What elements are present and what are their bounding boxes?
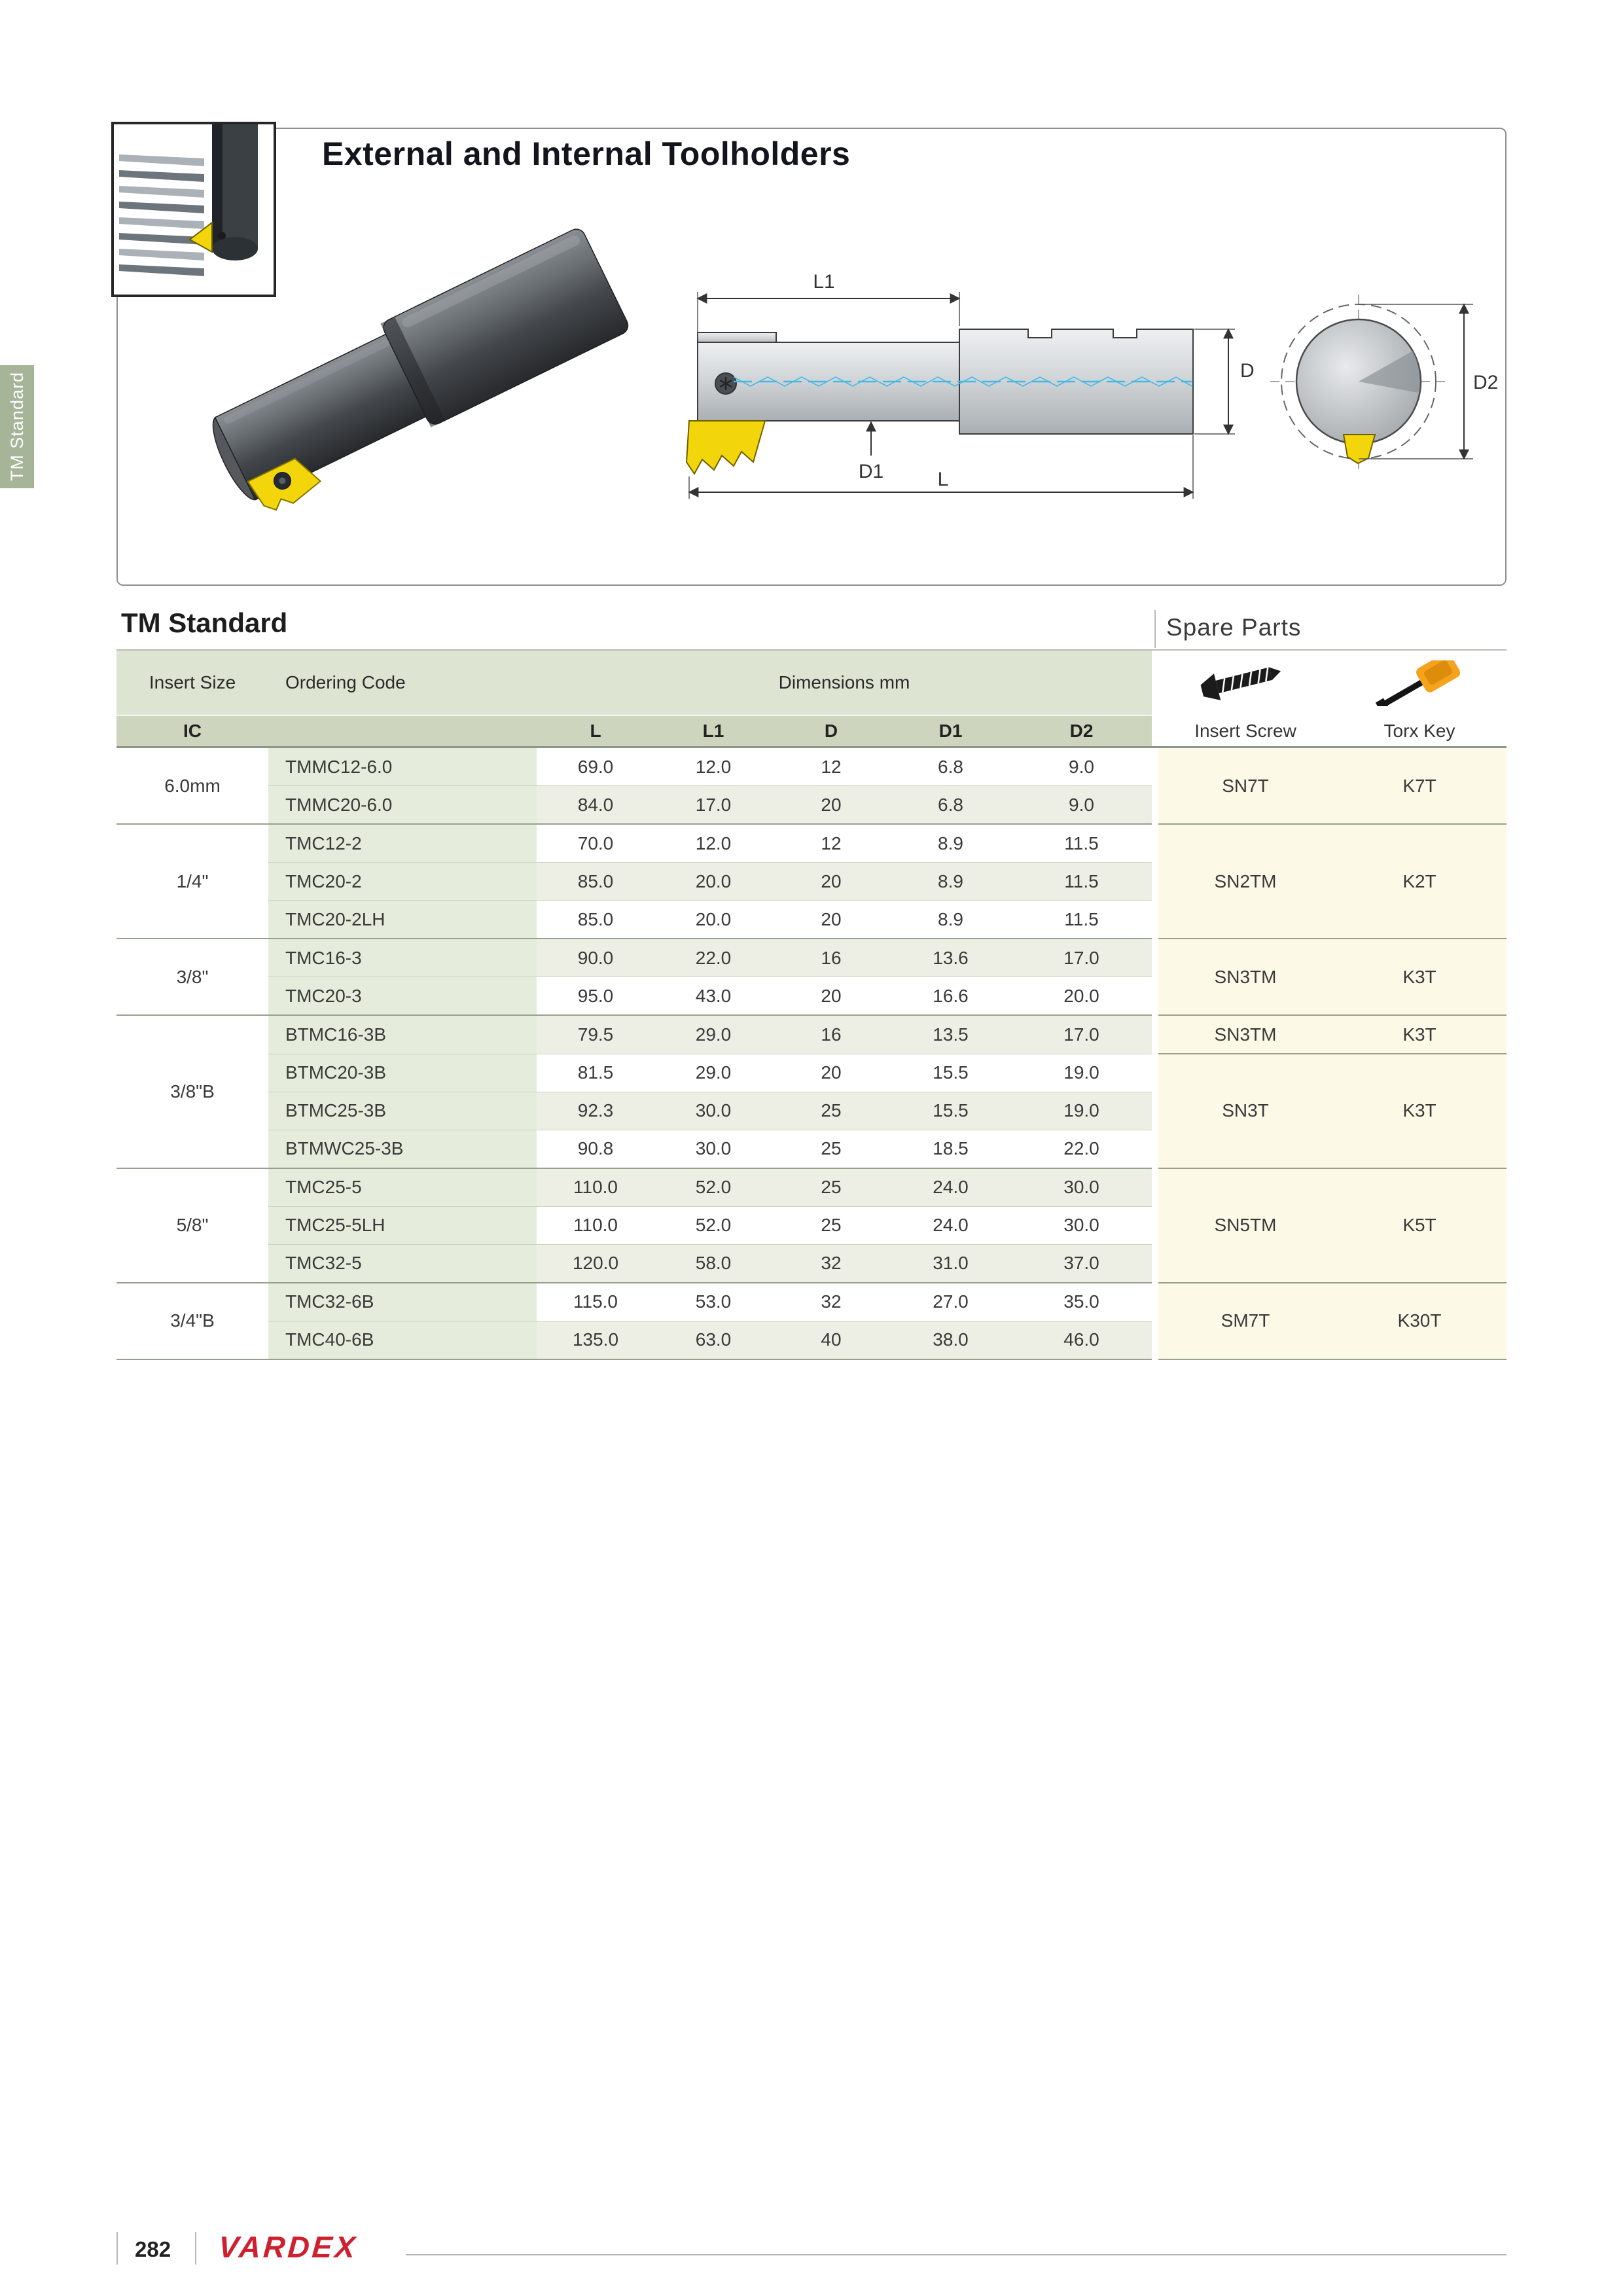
header-ordering-code: Ordering Code [268, 650, 537, 715]
cell-insert-screw: SM7T [1158, 1283, 1332, 1359]
cell-insert-size: 3/8" [116, 939, 268, 1015]
cell-dim: 17.0 [1011, 939, 1152, 977]
cell-dim: 18.5 [890, 1130, 1011, 1168]
cell-dim: 37.0 [1011, 1244, 1152, 1283]
cell-dim: 24.0 [890, 1206, 1011, 1244]
cell-dim: 20 [772, 1054, 890, 1092]
cell-dim: 90.0 [537, 939, 654, 977]
cell-insert-screw: SN7T [1158, 747, 1332, 825]
footer-rule [406, 2254, 1507, 2255]
cell-ordering-code: TMMC12-6.0 [268, 747, 537, 786]
cell-dim: 27.0 [890, 1283, 1011, 1321]
cell-dim: 30.0 [654, 1130, 772, 1168]
cell-dim: 9.0 [1011, 786, 1152, 825]
cell-dim: 20.0 [1011, 977, 1152, 1016]
table-row [116, 1168, 1507, 1207]
cell-torx-key: K30T [1332, 1283, 1507, 1359]
cell-ordering-code: TMC40-6B [268, 1321, 537, 1359]
cell-dim: 53.0 [654, 1283, 772, 1321]
table-row [116, 939, 1507, 977]
header-torx-key: Torx Key [1332, 715, 1507, 747]
cell-dim: 20.0 [654, 863, 772, 901]
toolholder-diagram [118, 130, 1505, 584]
footer-divider [195, 2232, 196, 2265]
cell-dim: 35.0 [1011, 1283, 1152, 1321]
cell-dim: 19.0 [1011, 1054, 1152, 1092]
cell-insert-size: 3/4"B [116, 1283, 268, 1359]
table-row [116, 824, 1507, 863]
cell-insert-screw: SN3T [1158, 1054, 1332, 1168]
cell-dim: 13.5 [890, 1015, 1011, 1054]
table-row [116, 1054, 1507, 1092]
header-blank [268, 715, 537, 747]
cell-dim: 12.0 [654, 824, 772, 863]
header-col-d2: D2 [1011, 715, 1152, 747]
cell-ordering-code: TMC32-5 [268, 1244, 537, 1283]
cell-dim: 70.0 [537, 824, 654, 863]
cell-dim: 20 [772, 863, 890, 901]
cell-dim: 63.0 [654, 1321, 772, 1359]
cell-dim: 135.0 [537, 1321, 654, 1359]
side-view-drawing [687, 271, 1255, 499]
heading-divider [1154, 610, 1156, 648]
cell-insert-size: 1/4" [116, 824, 268, 939]
toolholder-diagram-panel [116, 128, 1507, 586]
cell-dim: 11.5 [1011, 824, 1152, 863]
cell-ordering-code: BTMC16-3B [268, 1015, 537, 1054]
cell-dim: 81.5 [537, 1054, 654, 1092]
cell-insert-size: 6.0mm [116, 747, 268, 825]
page-title: External and Internal Toolholders [322, 135, 851, 172]
cell-ordering-code: TMC16-3 [268, 939, 537, 977]
cell-ordering-code: TMC25-5LH [268, 1206, 537, 1244]
cell-torx-key: K3T [1332, 1054, 1507, 1168]
yellow-insert-side [687, 421, 765, 474]
brand-logo: VARDEX [217, 2230, 359, 2264]
cell-dim: 25 [772, 1206, 890, 1244]
cell-dim: 32 [772, 1244, 890, 1283]
cell-dim: 90.8 [537, 1130, 654, 1168]
cell-dim: 20 [772, 786, 890, 825]
cell-dim: 79.5 [537, 1015, 654, 1054]
table-gap [1152, 939, 1158, 977]
cell-dim: 92.3 [537, 1092, 654, 1130]
table-gap [1152, 824, 1158, 863]
cell-dim: 29.0 [654, 1015, 772, 1054]
toolholder-table-body [116, 747, 1507, 1359]
header-insert-screw: Insert Screw [1158, 715, 1332, 747]
table-gap [1152, 650, 1158, 715]
header-dimensions: Dimensions mm [537, 650, 1152, 715]
cell-dim: 20.0 [654, 901, 772, 939]
cell-dim: 29.0 [654, 1054, 772, 1092]
spare-parts-title: Spare Parts [1166, 614, 1302, 641]
cell-dim: 24.0 [890, 1168, 1011, 1207]
dim-label-l1: L1 [813, 271, 835, 293]
cell-dim: 16 [772, 939, 890, 977]
cell-insert-size: 3/8"B [116, 1015, 268, 1168]
cell-dim: 120.0 [537, 1244, 654, 1283]
table-gap [1152, 1130, 1158, 1168]
cell-dim: 30.0 [1011, 1206, 1152, 1244]
dim-label-d2: D2 [1473, 372, 1499, 393]
cell-dim: 25 [772, 1168, 890, 1207]
table-gap [1152, 1206, 1158, 1244]
table-gap [1152, 786, 1158, 825]
table-gap [1152, 1054, 1158, 1092]
cell-ordering-code: TMC12-2 [268, 824, 537, 863]
cell-ordering-code: BTMWC25-3B [268, 1130, 537, 1168]
cell-torx-key: K2T [1332, 824, 1507, 939]
cell-dim: 46.0 [1011, 1321, 1152, 1359]
table-gap [1152, 715, 1158, 747]
table-header-row-columns [116, 715, 1507, 747]
cell-dim: 43.0 [654, 977, 772, 1016]
cell-torx-key: K7T [1332, 747, 1507, 825]
cell-dim: 40 [772, 1321, 890, 1359]
cell-dim: 58.0 [654, 1244, 772, 1283]
cell-dim: 52.0 [654, 1168, 772, 1207]
cell-dim: 6.8 [890, 747, 1011, 786]
cell-ordering-code: TMC32-6B [268, 1283, 537, 1321]
cell-dim: 19.0 [1011, 1092, 1152, 1130]
cell-dim: 69.0 [537, 747, 654, 786]
cell-ordering-code: TMC20-2 [268, 863, 537, 901]
cell-dim: 30.0 [654, 1092, 772, 1130]
cell-dim: 8.9 [890, 863, 1011, 901]
header-col-l1: L1 [654, 715, 772, 747]
cell-dim: 52.0 [654, 1206, 772, 1244]
table-gap [1152, 1168, 1158, 1207]
table-header-row-groups [116, 650, 1507, 715]
header-insert-size: Insert Size [116, 650, 268, 715]
header-col-d1: D1 [890, 715, 1011, 747]
cell-dim: 20 [772, 901, 890, 939]
cell-insert-screw: SN5TM [1158, 1168, 1332, 1283]
table-gap [1152, 977, 1158, 1016]
cell-torx-key: K3T [1332, 939, 1507, 1015]
header-col-d: D [772, 715, 890, 747]
cell-ordering-code: BTMC20-3B [268, 1054, 537, 1092]
cell-dim: 6.8 [890, 786, 1011, 825]
cell-dim: 17.0 [1011, 1015, 1152, 1054]
cell-dim: 15.5 [890, 1054, 1011, 1092]
cell-insert-size: 5/8" [116, 1168, 268, 1283]
header-ic: IC [116, 715, 268, 747]
cell-dim: 25 [772, 1092, 890, 1130]
dim-label-d1: D1 [858, 461, 884, 482]
cell-dim: 15.5 [890, 1092, 1011, 1130]
cell-dim: 110.0 [537, 1206, 654, 1244]
cell-dim: 11.5 [1011, 901, 1152, 939]
cell-dim: 9.0 [1011, 747, 1152, 786]
cell-dim: 32 [772, 1283, 890, 1321]
cell-dim: 17.0 [654, 786, 772, 825]
table-gap [1152, 863, 1158, 901]
cell-dim: 8.9 [890, 901, 1011, 939]
cell-dim: 11.5 [1011, 863, 1152, 901]
cell-dim: 12.0 [654, 747, 772, 786]
insert-screw-icon-cell [1158, 650, 1332, 715]
cell-ordering-code: TMMC20-6.0 [268, 786, 537, 825]
header-col-l: L [537, 715, 654, 747]
cell-dim: 95.0 [537, 977, 654, 1016]
table-gap [1152, 1283, 1158, 1321]
sidebar-tab-tm-standard [0, 365, 34, 488]
cell-dim: 16.6 [890, 977, 1011, 1016]
cell-dim: 8.9 [890, 824, 1011, 863]
cell-dim: 22.0 [1011, 1130, 1152, 1168]
cell-dim: 20 [772, 977, 890, 1016]
table-gap [1152, 1321, 1158, 1359]
cell-dim: 13.6 [890, 939, 1011, 977]
cell-dim: 16 [772, 1015, 890, 1054]
toolholder-table [116, 649, 1507, 1360]
table-gap [1152, 901, 1158, 939]
footer-divider [116, 2232, 118, 2265]
dim-label-l: L [937, 469, 949, 490]
cell-dim: 85.0 [537, 901, 654, 939]
cell-ordering-code: BTMC25-3B [268, 1092, 537, 1130]
cell-ordering-code: TMC20-3 [268, 977, 537, 1016]
insert-screw-icon [1196, 662, 1294, 704]
torx-key-icon-cell [1332, 650, 1507, 715]
table-gap [1152, 1015, 1158, 1054]
cell-dim: 84.0 [537, 786, 654, 825]
table-row [116, 747, 1507, 786]
cell-dim: 30.0 [1011, 1168, 1152, 1207]
cell-insert-screw: SN3TM [1158, 939, 1332, 1015]
cell-insert-screw: SN2TM [1158, 824, 1332, 939]
application-inset-image [111, 122, 276, 297]
table-row [116, 1015, 1507, 1054]
cell-dim: 12 [772, 824, 890, 863]
table-gap [1152, 1092, 1158, 1130]
sidebar-tab-label: TM Standard [7, 372, 27, 482]
cell-insert-screw: SN3TM [1158, 1015, 1332, 1054]
torx-key-icon [1370, 660, 1469, 706]
dim-label-d: D [1240, 360, 1255, 382]
cell-torx-key: K3T [1332, 1015, 1507, 1054]
cell-dim: 115.0 [537, 1283, 654, 1321]
cell-dim: 12 [772, 747, 890, 786]
end-view-drawing [1270, 295, 1498, 469]
table-gap [1152, 1244, 1158, 1283]
cell-dim: 110.0 [537, 1168, 654, 1207]
cell-ordering-code: TMC25-5 [268, 1168, 537, 1207]
page-number: 282 [135, 2237, 171, 2261]
cell-dim: 31.0 [890, 1244, 1011, 1283]
internal-threading-illustration [114, 124, 274, 295]
cell-ordering-code: TMC20-2LH [268, 901, 537, 939]
cell-dim: 22.0 [654, 939, 772, 977]
cell-dim: 85.0 [537, 863, 654, 901]
cell-dim: 25 [772, 1130, 890, 1168]
table-row [116, 1283, 1507, 1321]
cell-torx-key: K5T [1332, 1168, 1507, 1283]
table-gap [1152, 747, 1158, 786]
section-title: TM Standard [121, 607, 288, 638]
cell-dim: 38.0 [890, 1321, 1011, 1359]
